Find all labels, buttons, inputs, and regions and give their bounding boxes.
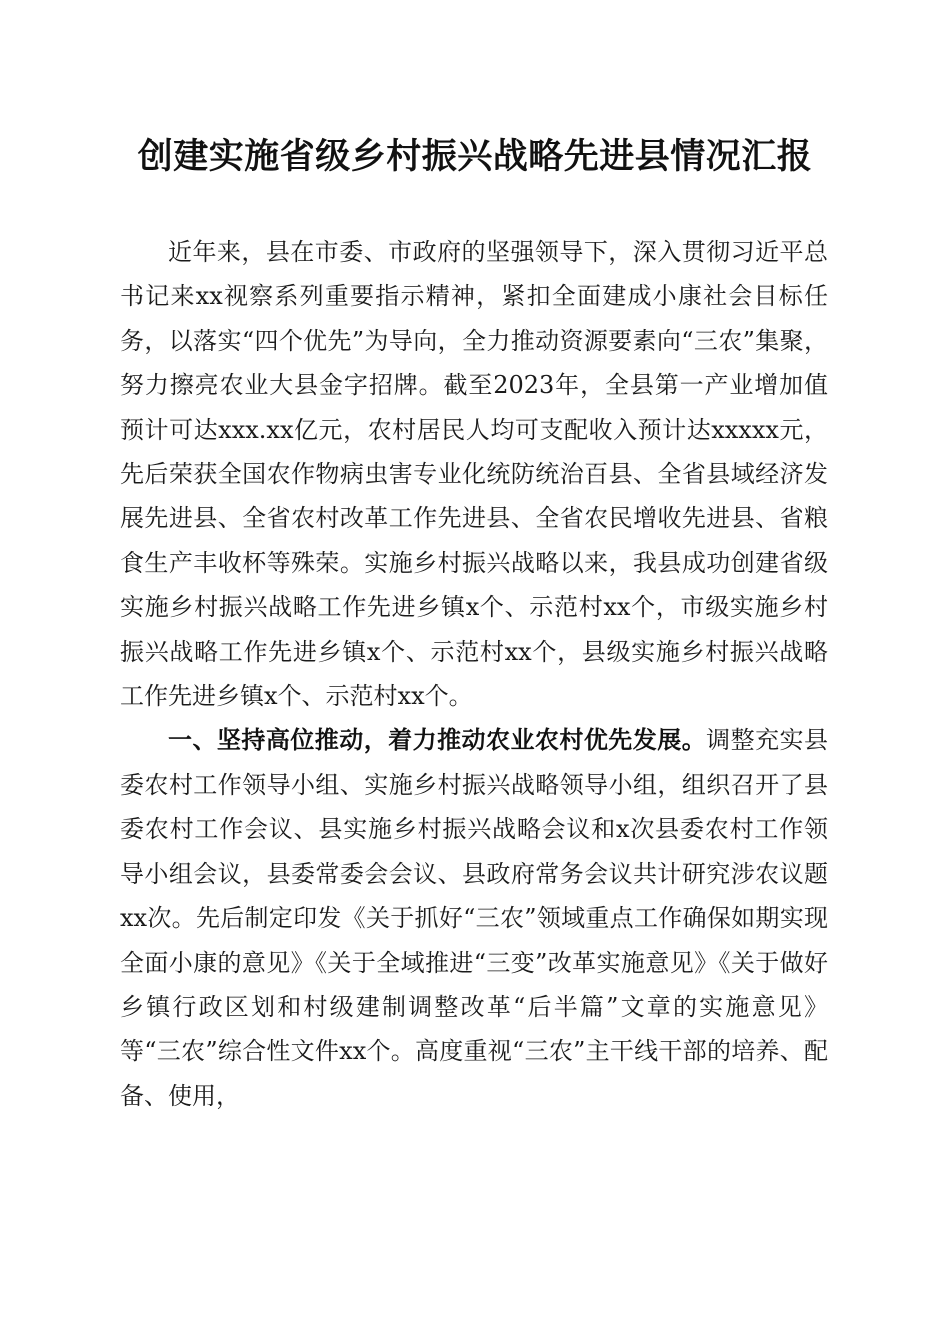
section-one-text: 调整充实县委农村工作领导小组、实施乡村振兴战略领导小组，组织召开了县委农村工作会议、县实施乡村振兴战略会议和x次县委农村工作领导小组会议，县委常委会会议、县政府常务会议共计研究涉农议题xx次。先后制定印发《关于抓好“三农”领域重点工作确保如期实现全面小康的意见》《关于全域推进“三变”改革实施意见》《关于做好乡镇行政区划和村级建制调整改革“后半篇”文章的实施意见》等“三农”综合性文件xx个。高度重视“三农”主干线干部的培养、配备、使用， [120, 726, 829, 1110]
document-body [120, 230, 828, 1118]
paragraph-intro-text: 近年来，县在市委、市政府的坚强领导下，深入贯彻习近平总书记来xx视察系列重要指示精神，紧扣全面建成小康社会目标任务，以落实“四个优先”为导向，全力推动资源要素向“三农”集聚，努力擦亮农业大县金字招牌。截至2023年，全县第一产业增加值预计可达xxx.xx亿元，农村居民人均可支配收入预计达xxxxx元，先后荣获全国农作物病虫害专业化统防统治百县、全省县域经济发展先进县、全省农村改革工作先进县、全省农民增收先进县、省粮食生产丰收杯等殊荣。实施乡村振兴战略以来，我县成功创建省级实施乡村振兴战略工作先进乡镇x个、示范村xx个，市级实施乡村振兴战略工作先进乡镇x个、示范村xx个，县级实施乡村振兴战略工作先进乡镇x个、示范村xx个。 [120, 238, 828, 711]
document-title: 创建实施省级乡村振兴战略先进县情况汇报 [137, 136, 813, 177]
paragraph-section-one [120, 718, 828, 1118]
paragraph-intro [120, 230, 828, 718]
section-one-heading: 一、坚持高位推动，着力推动农业农村优先发展。 [168, 726, 707, 755]
